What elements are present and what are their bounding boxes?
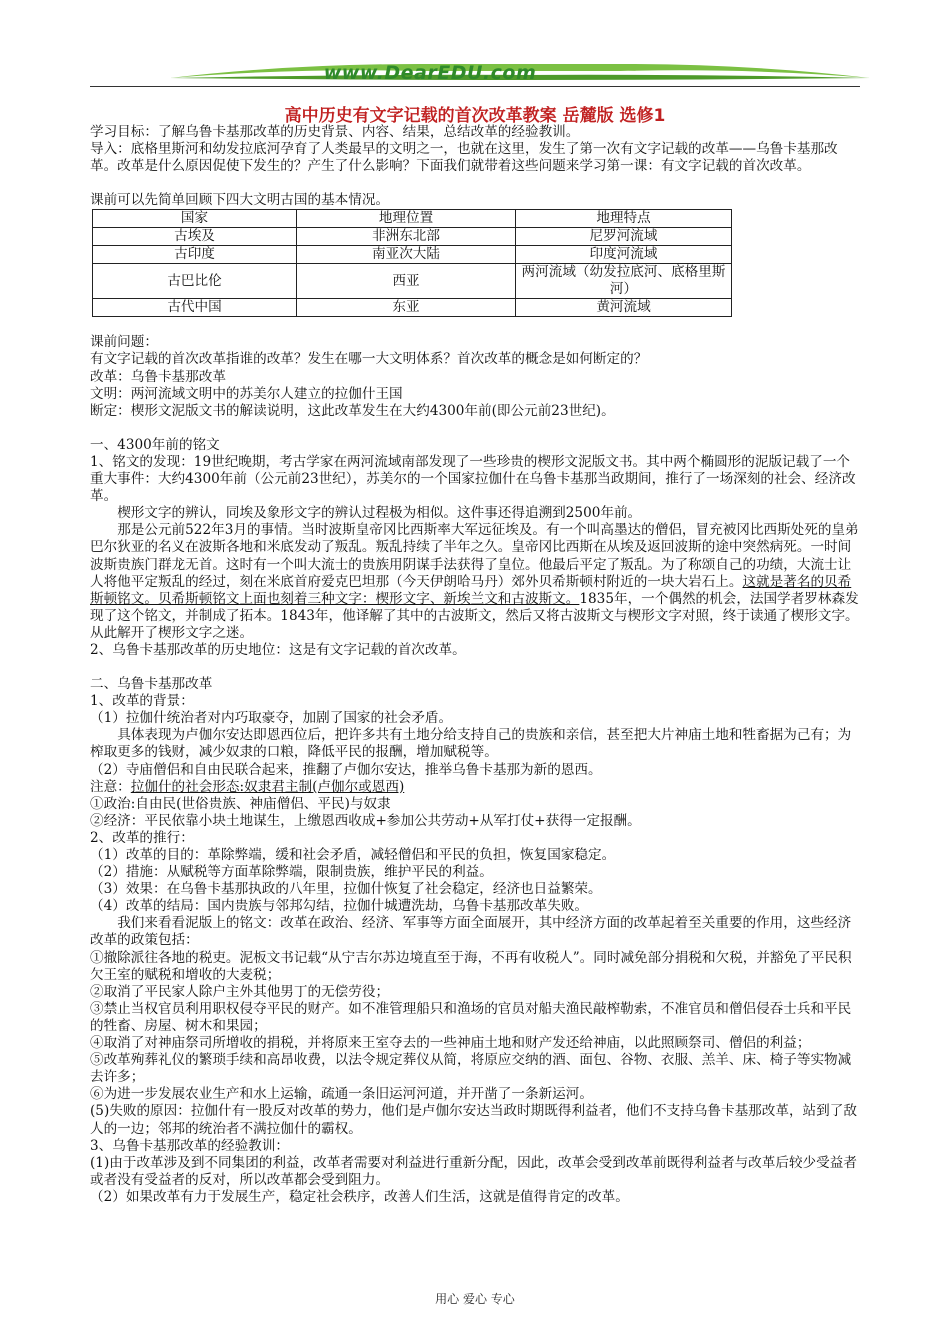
subheading: 3、乌鲁卡基那改革的经验教训： xyxy=(90,1137,289,1154)
civilizations-table xyxy=(92,209,732,317)
table-cell: 古巴比伦 xyxy=(93,264,297,299)
document-page xyxy=(90,0,860,1205)
table-row xyxy=(93,246,732,264)
pre-question-line: 改革：乌鲁卡基那改革 xyxy=(90,368,226,385)
subheading: 1、改革的背景： xyxy=(90,693,194,710)
list-item: ②取消了平民家人除户主外其他男丁的无偿劳役； xyxy=(90,983,390,1000)
paragraph: 我们来看看泥版上的铭文：改革在政治、经济、军事等方面全面展开，其中经济方面的改革起着至关重要的作用，这些经济改革的政策包括： xyxy=(90,915,852,949)
table-intro: 课前可以先简单回顾下四大文明古国的基本情况。 xyxy=(90,192,390,209)
table-header-cell: 地理位置 xyxy=(297,210,516,228)
paragraph: （2）如果改革有力于发展生产，稳定社会秩序，改善人们生活，这就是值得肯定的改革。 xyxy=(90,1188,629,1205)
paragraph: 具体表现为卢伽尔安达即恩西位后，把许多共有土地分给支持自己的贵族和亲信，甚至把大片神庙土地和牲畜据为己有；为榨取更多的钱财，减少奴隶的口粮，降低平民的报酬，增加赋税等。 xyxy=(90,727,852,761)
table-header-cell: 地理特点 xyxy=(516,210,732,228)
page-footer: 用心 爱心 专心 xyxy=(435,1292,515,1306)
underlined-text: 拉伽什的社会形态:奴隶君主制(卢伽尔或恩西) xyxy=(130,778,405,795)
list-item: ③禁止当权官员利用职权侵夺平民的财产。如不准管理船只和渔场的官员对船夫渔民敲榨勒索，不准官员和僧侣侵吞士兵和平民的牲畜、房屋、树木和果园； xyxy=(90,1000,852,1034)
underlined-text: 这就是著名的贝希斯顿铭文。贝希斯顿铭文上面也刻着三种文字：楔形文字、新埃兰文和古波斯文。 xyxy=(90,573,852,607)
list-item: ⑤改革殉葬礼仪的繁琐手续和高昂收费，以法令规定葬仪从简，将原应交纳的酒、面包、谷物、衣服、羔羊、床、椅子等实物减去许多； xyxy=(90,1052,852,1086)
list-item: ⑥为进一步发展农业生产和水上运输，疏通一条旧运河河道，并开凿了一条新运河。 xyxy=(90,1086,593,1103)
paragraph: （1）拉伽什统治者对内巧取豪夺，加剧了国家的社会矛盾。 xyxy=(90,710,453,727)
brand-logo-text[interactable]: www.DearEDU.com xyxy=(323,62,537,84)
page-title: 高中历史有文字记载的首次改革教案 岳麓版 选修1 xyxy=(284,106,666,126)
section-heading: 二、乌鲁卡基那改革 xyxy=(90,676,213,693)
paragraph: ②经济：平民依靠小块土地谋生，上缴恩西收成+参加公共劳动+从军打仗+获得一定报酬。 xyxy=(90,812,641,829)
table-cell: 南亚次大陆 xyxy=(297,246,516,264)
header-divider xyxy=(90,86,860,87)
subheading: 2、改革的推行： xyxy=(90,829,194,846)
table-cell: 两河流域（幼发拉底河、底格里斯河） xyxy=(516,264,732,299)
note-line xyxy=(90,779,860,796)
pre-question-line: 课前问题： xyxy=(90,334,158,351)
table-header-cell: 国家 xyxy=(93,210,297,228)
learning-goal: 学习目标：了解乌鲁卡基那改革的历史背景、内容、结果，总结改革的经验教训。 xyxy=(90,124,580,140)
paragraph-text: 1835年，一个偶然的机会，法国学者罗林森发现了这个铭文，并制成了拓本。1843年，他译解了其中的古波斯文，然后又将古波斯文与楔形文字对照，终于读通了楔形文字。从此解开了楔形文字之迷。 xyxy=(90,590,859,641)
table-cell: 黄河流域 xyxy=(516,299,732,317)
paragraph: 2、乌鲁卡基那改革的历史地位：这是有文字记载的首次改革。 xyxy=(90,641,466,658)
table-row xyxy=(93,228,732,246)
table-cell: 东亚 xyxy=(297,299,516,317)
page-header xyxy=(90,0,860,126)
paragraph: （2）措施：从赋税等方面革除弊端，限制贵族，维护平民的利益。 xyxy=(90,864,493,881)
pre-question-line: 有文字记载的首次改革指谁的改革？发生在哪一大文明体系？首次改革的概念是如何断定的？ xyxy=(90,351,648,368)
note-label: 注意： xyxy=(90,778,131,795)
paragraph: （3）效果：在乌鲁卡基那执政的八年里，拉伽什恢复了社会稳定，经济也日益繁荣。 xyxy=(90,881,602,898)
paragraph: (5)失败的原因：拉伽什有一股反对改革的势力，他们是卢伽尔安达当政时期既得利益者，他们不支持乌鲁卡基那改革，站到了敌人的一边；邻邦的统治者不满拉伽什的霸权。 xyxy=(90,1103,857,1137)
table-cell: 古印度 xyxy=(93,246,297,264)
table-cell: 西亚 xyxy=(297,264,516,299)
document-body xyxy=(90,124,860,1206)
paragraph: ①政治:自由民(世俗贵族、神庙僧侣、平民)与奴隶 xyxy=(90,795,391,812)
list-item: ④取消了对神庙祭司所增收的捐税，并将原来王室夺去的一些神庙土地和财产发还给神庙，以此照顾祭司、僧侣的利益； xyxy=(90,1035,811,1052)
table-cell: 非洲东北部 xyxy=(297,228,516,246)
table-cell: 印度河流域 xyxy=(516,246,732,264)
pre-question-line: 断定：楔形文泥版文书的解读说明，这此改革发生在大约4300年前(即公元前23世纪)。 xyxy=(90,402,615,419)
paragraph: 楔形文字的辨认，同埃及象形文字的辨认过程极为相似。这件事还得追溯到2500年前。 xyxy=(117,505,642,522)
table-row xyxy=(93,299,732,317)
table-cell: 尼罗河流域 xyxy=(516,228,732,246)
table-cell: 古埃及 xyxy=(93,228,297,246)
paragraph: (1)由于改革涉及到不同集团的利益，改革者需要对利益进行重新分配，因此，改革会受到改革前既得利益者与改革后较少受益者或者没有受益者的反对，所以改革都会受到阻力。 xyxy=(90,1154,857,1188)
table-header-row xyxy=(93,210,732,228)
lead-paragraph: 导入：底格里斯河和幼发拉底河孕育了人类最早的文明之一，也就在这里，发生了第一次有文字记载的改革——乌鲁卡基那改革。改革是什么原因促使下发生的？产生了什么影响？下面我们就带着这些问题来学习第一课：有文字记载的首次改革。 xyxy=(90,141,838,175)
table-row xyxy=(93,264,732,299)
list-item: ①撤除派往各地的税吏。泥板文书记载“从宁吉尔苏边境直至于海，不再有收税人”。同时减免部分捐税和欠税，并豁免了平民积欠王室的赋税和增收的大麦税； xyxy=(90,949,852,983)
table-cell: 古代中国 xyxy=(93,299,297,317)
paragraph xyxy=(90,522,860,642)
paragraph: （4）改革的结局：国内贵族与邻邦勾结，拉伽什城遭洗劫，乌鲁卡基那改革失败。 xyxy=(90,898,589,915)
paragraph: 1、铭文的发现：19世纪晚期，考古学家在两河流域南部发现了一些珍贵的楔形文泥版文书。其中两个椭圆形的泥版记载了一个重大事件：大约4300年前（公元前23世纪），苏美尔的一个国家拉伽什在乌鲁卡基那当政期间，推行了一场深刻的社会、经济改革。 xyxy=(90,453,856,505)
paragraph-text: 那是公元前522年3月的事情。当时波斯皇帝冈比西斯率大军远征埃及。有一个叫高墨达的僧侣，冒充被冈比西斯处死的皇弟巴尔狄亚的名义在波斯各地和米底发动了叛乱。叛乱持续了半年之久。皇帝冈比西斯在从埃及返回波斯的途中突然病死。一时间波斯贵族门群龙无首。这时有一个叫大流士的贵族用阴谋手法获得了皇位。他最后平定了叛乱。为了称颂自己的功绩，大流士让人将他平定叛乱的经过，刻在米底首府爱克巴坦那（今天伊朗哈马丹）郊外贝希斯顿村附近的一块大岩石上。 xyxy=(90,522,859,590)
pre-question-line: 文明：两河流域文明中的苏美尔人建立的拉伽什王国 xyxy=(90,385,403,402)
section-heading: 一、4300年前的铭文 xyxy=(90,436,220,453)
paragraph: （1）改革的目的：革除弊端，缓和社会矛盾，减轻僧侣和平民的负担，恢复国家稳定。 xyxy=(90,847,616,863)
paragraph: （2）寺庙僧侣和自由民联合起来，推翻了卢伽尔安达，推举乌鲁卡基那为新的恩西。 xyxy=(90,761,602,778)
